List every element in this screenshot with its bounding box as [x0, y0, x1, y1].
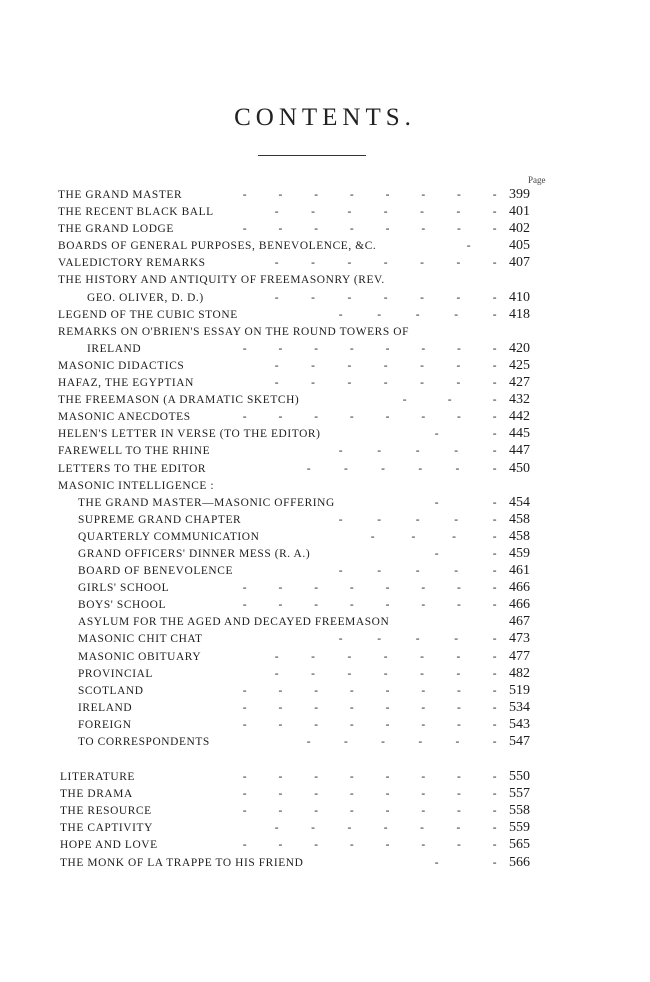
- entry-title: REMARKS ON O'BRIEN'S ESSAY ON THE ROUND TOWERS OF: [58, 325, 410, 338]
- contents-entry: [0, 512, 650, 529]
- leader-dashes: - - - - - - -: [274, 359, 498, 372]
- leader-dashes: - - - - -: [338, 633, 498, 646]
- entry-page-number: 466: [509, 580, 530, 596]
- entry-page-number: 550: [509, 769, 530, 785]
- entry-title: MASONIC CHIT CHAT: [78, 633, 203, 646]
- leader-dashes: - - - - - - - -: [242, 788, 498, 801]
- contents-entry: [0, 478, 650, 495]
- entry-title: FAREWELL TO THE RHINE: [58, 445, 211, 458]
- contents-entry: [0, 409, 650, 426]
- entry-title: ASYLUM FOR THE AGED AND DECAYED FREEMASON: [78, 616, 390, 629]
- entry-title: THE FREEMASON (A DRAMATIC SKETCH): [58, 394, 300, 407]
- entry-title: SCOTLAND: [78, 684, 144, 697]
- leader-dashes: - - - - - - -: [274, 650, 498, 663]
- entry-page-number: 418: [509, 306, 530, 322]
- entry-title: MASONIC DIDACTICS: [58, 359, 185, 372]
- entry-page-number: 410: [509, 289, 530, 305]
- entry-title: LETTERS TO THE EDITOR: [58, 462, 207, 475]
- entry-page-number: 467: [509, 614, 530, 630]
- entry-page-number: 405: [509, 238, 530, 254]
- entry-page-number: 565: [509, 837, 530, 853]
- leader-dashes: -: [466, 240, 472, 253]
- entry-title: IRELAND: [87, 342, 142, 355]
- section-gap: [0, 751, 650, 769]
- entry-title: SUPREME GRAND CHAPTER: [78, 513, 242, 526]
- contents-entry: [0, 238, 650, 255]
- entry-title: THE MONK OF LA TRAPPE TO HIS FRIEND: [60, 856, 304, 869]
- contents-entry: [0, 443, 650, 460]
- entry-title: BOYS' SCHOOL: [78, 599, 167, 612]
- contents-entry: [0, 272, 650, 289]
- entry-page-number: 482: [509, 665, 530, 681]
- entry-title: MASONIC INTELLIGENCE :: [58, 479, 215, 492]
- contents-entry: [0, 495, 650, 512]
- leader-dashes: - - - - -: [338, 565, 498, 578]
- leader-dashes: - -: [434, 428, 498, 441]
- contents-entry: [0, 614, 650, 631]
- leader-dashes: - - - - - - - -: [242, 684, 498, 697]
- contents-entry: [0, 546, 650, 563]
- page-title: CONTENTS.: [234, 104, 416, 131]
- title-rule: [258, 155, 366, 156]
- entry-title: BOARDS OF GENERAL PURPOSES, BENEVOLENCE, &C.: [58, 240, 377, 253]
- contents-entry: [0, 649, 650, 666]
- entry-page-number: 399: [509, 187, 530, 202]
- contents-entry: [0, 820, 650, 837]
- contents-entry: [0, 529, 650, 546]
- entry-title: GEO. OLIVER, D. D.): [87, 291, 204, 304]
- leader-dashes: - - - - - - -: [274, 291, 498, 304]
- entry-title: THE RECENT BLACK BALL: [58, 206, 214, 219]
- contents-entry: [0, 717, 650, 734]
- entry-title: IRELAND: [78, 701, 133, 714]
- contents-entry: [0, 341, 650, 358]
- contents-entry: [0, 204, 650, 221]
- entry-title: FOREIGN: [78, 718, 132, 731]
- entry-title: MASONIC OBITUARY: [78, 650, 202, 663]
- entry-title: LEGEND OF THE CUBIC STONE: [58, 308, 238, 321]
- entry-page-number: 407: [509, 255, 530, 271]
- contents-entry: [0, 426, 650, 443]
- contents-entry: [0, 290, 650, 307]
- leader-dashes: - - - - - - -: [274, 822, 498, 835]
- leader-dashes: - - - - - - - -: [242, 701, 498, 714]
- entry-title: THE GRAND LODGE: [58, 223, 174, 236]
- contents-entry: [0, 786, 650, 803]
- entry-page-number: 466: [509, 597, 530, 613]
- leader-dashes: - - - - - -: [306, 462, 498, 475]
- entry-page-number: 425: [509, 357, 530, 373]
- entry-title: THE DRAMA: [60, 788, 133, 801]
- entry-title: THE HISTORY AND ANTIQUITY OF FREEMASONRY (REV.: [58, 274, 385, 287]
- leader-dashes: - - - - - - - -: [242, 223, 498, 236]
- contents-entry: [0, 255, 650, 272]
- entry-page-number: 473: [509, 631, 530, 647]
- contents-entry: [0, 803, 650, 820]
- entry-page-number: 442: [509, 409, 530, 425]
- entry-page-number: 454: [509, 494, 530, 510]
- entry-page-number: 519: [509, 682, 530, 698]
- entry-title: TO CORRESPONDENTS: [78, 736, 210, 748]
- contents-entry: [0, 683, 650, 700]
- entry-page-number: 543: [509, 716, 530, 732]
- contents-list: [0, 187, 650, 872]
- contents-entry: [0, 580, 650, 597]
- entry-page-number: 566: [509, 854, 530, 870]
- leader-dashes: - - - - - - - -: [242, 411, 498, 424]
- entry-title: GIRLS' SCHOOL: [78, 582, 170, 595]
- entry-page-number: 427: [509, 375, 530, 391]
- entry-title: HELEN'S LETTER IN VERSE (TO THE EDITOR): [58, 428, 321, 441]
- leader-dashes: - - - - - - - -: [242, 805, 498, 818]
- entry-title: THE RESOURCE: [60, 805, 152, 818]
- contents-entry: [0, 837, 650, 854]
- leader-dashes: - - - - - - -: [274, 206, 498, 219]
- entry-title: PROVINCIAL: [78, 667, 153, 680]
- entry-title: VALEDICTORY REMARKS: [58, 257, 206, 270]
- leader-dashes: - - - - - - -: [274, 667, 498, 680]
- entry-page-number: 459: [509, 545, 530, 561]
- leader-dashes: - - - - -: [338, 513, 498, 526]
- entry-page-number: 420: [509, 340, 530, 356]
- contents-entry: [0, 461, 650, 478]
- contents-entry: [0, 769, 650, 786]
- entry-page-number: 547: [509, 734, 530, 749]
- leader-dashes: - - - - - - - -: [242, 582, 498, 595]
- leader-dashes: - - - - - - - -: [242, 342, 498, 355]
- leader-dashes: - - - - - -: [306, 736, 498, 748]
- entry-page-number: 477: [509, 648, 530, 664]
- entry-page-number: 557: [509, 786, 530, 802]
- entry-title: QUARTERLY COMMUNICATION: [78, 530, 260, 543]
- entry-page-number: 461: [509, 563, 530, 579]
- leader-dashes: - - - -: [370, 530, 498, 543]
- entry-page-number: 458: [509, 528, 530, 544]
- entry-title: LITERATURE: [60, 771, 135, 784]
- entry-title: HAFAZ, THE EGYPTIAN: [58, 377, 194, 390]
- entry-page-number: 558: [509, 803, 530, 819]
- entry-page-number: 534: [509, 699, 530, 715]
- entry-page-number: 450: [509, 460, 530, 476]
- contents-entry: [0, 375, 650, 392]
- leader-dashes: - - - - - - - -: [242, 771, 498, 784]
- contents-entry: [0, 187, 650, 204]
- leader-dashes: - - - - - - - -: [242, 599, 498, 612]
- entry-title: MASONIC ANECDOTES: [58, 411, 191, 424]
- entry-title: BOARD OF BENEVOLENCE: [78, 565, 234, 578]
- contents-entry: [0, 221, 650, 238]
- contents-entry: [0, 563, 650, 580]
- leader-dashes: - -: [434, 496, 498, 509]
- entry-title: THE GRAND MASTER—MASONIC OFFERING: [78, 496, 335, 509]
- entry-page-number: 402: [509, 221, 530, 237]
- leader-dashes: - -: [434, 547, 498, 560]
- leader-dashes: - - -: [402, 394, 498, 407]
- page-column-label: Page: [528, 175, 546, 185]
- leader-dashes: - - - - -: [338, 308, 498, 321]
- contents-entry: [0, 358, 650, 375]
- contents-entry: [0, 392, 650, 409]
- entry-title: THE GRAND MASTER: [58, 189, 183, 201]
- entry-page-number: 432: [509, 392, 530, 408]
- leader-dashes: - - - - - - - -: [242, 839, 498, 852]
- leader-dashes: - -: [434, 856, 498, 869]
- leader-dashes: - - - - -: [338, 445, 498, 458]
- entry-title: HOPE AND LOVE: [60, 839, 158, 852]
- contents-entry: [0, 700, 650, 717]
- contents-entry: [0, 324, 650, 341]
- contents-entry: [0, 597, 650, 614]
- entry-page-number: 445: [509, 426, 530, 442]
- entry-title: GRAND OFFICERS' DINNER MESS (R. A.): [78, 547, 311, 560]
- contents-entry: [0, 307, 650, 324]
- entry-page-number: 458: [509, 511, 530, 527]
- entry-page-number: 447: [509, 443, 530, 459]
- leader-dashes: - - - - - - -: [274, 377, 498, 390]
- leader-dashes: - - - - - - - -: [242, 718, 498, 731]
- entry-page-number: 559: [509, 820, 530, 836]
- contents-entry: [0, 734, 650, 751]
- leader-dashes: - - - - - - -: [274, 257, 498, 270]
- contents-entry: [0, 666, 650, 683]
- entry-title: THE CAPTIVITY: [60, 822, 153, 835]
- contents-entry: [0, 855, 650, 872]
- entry-page-number: 401: [509, 204, 530, 220]
- contents-entry: [0, 631, 650, 648]
- leader-dashes: - - - - - - - -: [242, 189, 498, 201]
